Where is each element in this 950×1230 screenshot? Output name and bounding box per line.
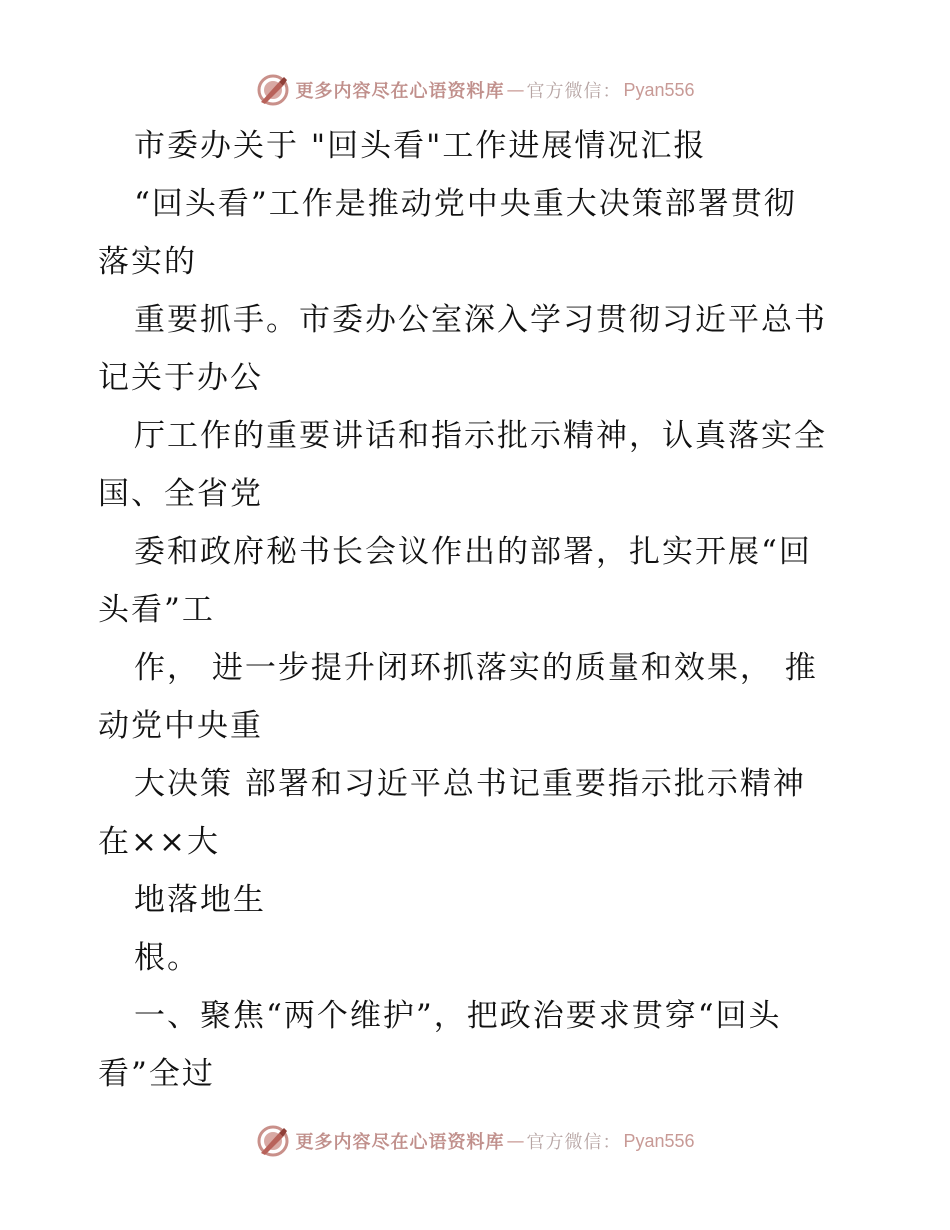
section-heading: 一、聚焦“两个维护”，把政治要求贯穿“回头: [134, 998, 782, 1034]
text-line: 看”全过: [98, 1056, 215, 1092]
document-body: [98, 117, 858, 1103]
text-line: 落实的: [98, 244, 197, 280]
watermark-main-text: 更多内容尽在心语资料库: [295, 81, 505, 102]
watermark-separator: —: [506, 79, 525, 101]
text-line: 在××大: [98, 824, 220, 860]
text-line: 动党中央重: [98, 708, 263, 744]
text-line: 大决策 部署和习近平总书记重要指示批示精神: [134, 766, 806, 802]
text-line: 作， 进一步提升闭环抓落实的质量和效果， 推: [134, 650, 818, 686]
watermark-main-text: 更多内容尽在心语资料库: [295, 1132, 505, 1153]
text-line: “回头看”工作是推动党中央重大决策部署贯彻: [134, 186, 797, 222]
watermark-wechat-id: Pyan556: [623, 1130, 695, 1151]
text-line: 记关于办公: [98, 360, 263, 396]
watermark-sub-text: 官方微信：: [526, 1132, 622, 1153]
watermark-separator: —: [506, 1130, 525, 1152]
pen-seal-logo-icon: [255, 72, 291, 108]
text-line: 地落地生: [134, 882, 266, 918]
text-line: 重要抓手。市委办公室深入学习贯彻习近平总书: [134, 302, 827, 338]
pen-seal-logo-icon: [255, 1123, 291, 1159]
text-line: 委和政府秘书长会议作出的部署，扎实开展“回: [134, 534, 812, 570]
text-line: 根。: [134, 940, 200, 976]
text-line: 头看”工: [98, 592, 215, 628]
footer-watermark: [0, 1121, 950, 1161]
document-title: 市委办关于 "回头看"工作进展情况汇报: [134, 128, 707, 164]
text-line: 国、全省党: [98, 476, 263, 512]
watermark-wechat-id: Pyan556: [623, 79, 695, 100]
text-line: 厅工作的重要讲话和指示批示精神，认真落实全: [134, 418, 827, 454]
watermark-sub-text: 官方微信：: [526, 81, 622, 102]
header-watermark: [0, 70, 950, 110]
